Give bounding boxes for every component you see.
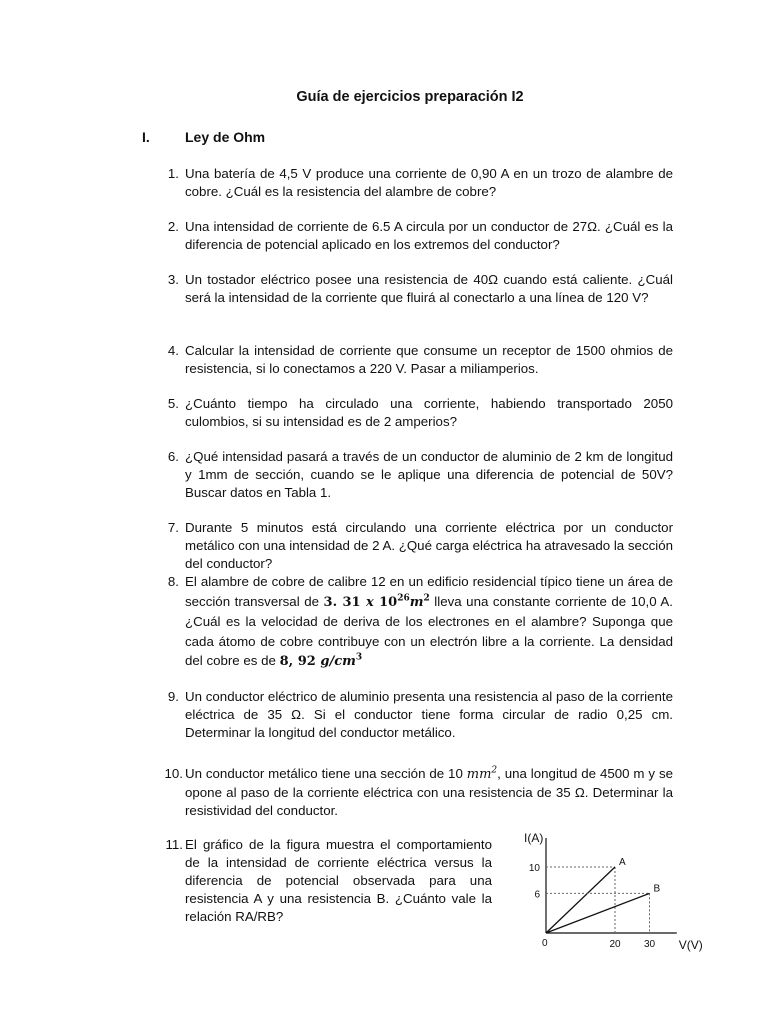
question-4 (167, 342, 673, 378)
question-8 (167, 572, 673, 672)
question-9 (167, 688, 673, 742)
question-6 (167, 448, 673, 502)
area-formula: 3. 31 x $10^{26}m^2$ (323, 593, 430, 610)
section-heading (142, 128, 265, 146)
question-number: 8. (167, 574, 179, 589)
question-number: 1. (167, 166, 179, 181)
y-tick-label: 6 (534, 889, 540, 901)
question-text: El alambre de cobre de calibre 12 en un edificio residencial típico tiene un área de sección transversal de (185, 574, 673, 609)
question-number: 10. (164, 766, 183, 781)
series-line-B (546, 893, 650, 933)
x-tick-label: 30 (643, 939, 656, 950)
question-number: 6. (167, 449, 179, 464)
document-title: Guía de ejercicios preparación I2 (296, 89, 524, 105)
question-text: ¿Cuánto tiempo ha circulado una corriente, habiendo transportado 2050 culombios, si su intensidad es de 2 amperios? (185, 396, 673, 429)
question-text: Un conductor metálico tiene una sección de 10 (185, 766, 467, 781)
question-text-cont: , una longitud de 4500 m y se opone al paso de la corriente eléctrica con una resistencia de 35 Ω. Determinar la resistividad del conductor. (185, 766, 673, 818)
question-7 (167, 519, 673, 573)
question-text-cont: lleva una constante corriente de 10,0 A. ¿Cuál es la velocidad de deriva de los electrones en el alambre? Suponga que cada átomo de cobre contribuye con un electrón libre a la corriente. La densidad del cobre es de (185, 593, 673, 668)
question-number: 7. (167, 520, 179, 535)
section-unit: $mm^2$ (466, 765, 498, 782)
question-text: Calcular la intensidad de corriente que consume un receptor de 1500 ohmios de resistencia, si lo conectamos a 220 V. Pasar a miliamperios. (185, 343, 673, 376)
question-10 (164, 765, 673, 820)
question-number: 2. (167, 219, 179, 234)
y-axis-label: I(A) (524, 831, 544, 845)
section-numeral: I. (142, 129, 150, 145)
series-label-A: A (619, 857, 626, 868)
question-5 (167, 395, 673, 431)
iv-chart (506, 830, 716, 960)
x-axis-label: V(V) (678, 938, 703, 952)
section-label: Ley de Ohm (185, 129, 266, 145)
question-text: Una intensidad de corriente de 6.5 A circula por un conductor de 27Ω. ¿Cuál es la diferencia de potencial aplicado en los extremos del conductor? (185, 219, 673, 252)
question-text: Una batería de 4,5 V produce una corriente de 0,90 A en un trozo de alambre de cobre. ¿Cuál es la resistencia del alambre de cobre? (185, 166, 673, 199)
question-text: Durante 5 minutos está circulando una corriente eléctrica por un conductor metálico con una intensidad de 2 A. ¿Qué carga eléctrica ha atravesado la sección del conductor? (185, 520, 673, 571)
y-tick-label: 10 (528, 863, 540, 874)
density-formula: 8, 92 $g/cm^3$ (279, 652, 363, 669)
origin-label: 0 (542, 938, 548, 949)
question-number: 11. (165, 837, 183, 852)
series-line-A (546, 867, 615, 933)
question-2 (167, 218, 673, 254)
question-number: 9. (167, 689, 179, 704)
question-text: Un conductor eléctrico de aluminio presenta una resistencia al paso de la corriente eléctrica de 35 Ω. Si el conductor tiene forma circular de radio 0,25 cm. Determinar la longitud del conductor metálico. (185, 689, 673, 740)
question-number: 5. (167, 396, 179, 411)
question-number: 4. (167, 343, 179, 358)
series-label-B: B (653, 883, 661, 895)
x-tick-label: 20 (609, 939, 621, 950)
question-text: El gráfico de la figura muestra el comportamiento de la intensidad de corriente eléctrica versus la diferencia de potencial observada para una resistencia A y una resistencia B. ¿Cuánto vale la relación RA/RB? (185, 837, 492, 924)
question-1 (167, 165, 673, 201)
question-number: 3. (167, 272, 179, 287)
question-11 (165, 836, 492, 926)
question-3 (167, 271, 673, 307)
question-text: Un tostador eléctrico posee una resistencia de 40Ω cuando está caliente. ¿Cuál será la intensidad de la corriente que fluirá al conectarlo a una línea de 120 V? (185, 272, 673, 305)
question-text: ¿Qué intensidad pasará a través de un conductor de aluminio de 2 km de longitud y 1mm de sección, cuando se le aplique una diferencia de potencial de 50V? Buscar datos en Tabla 1. (185, 449, 673, 500)
